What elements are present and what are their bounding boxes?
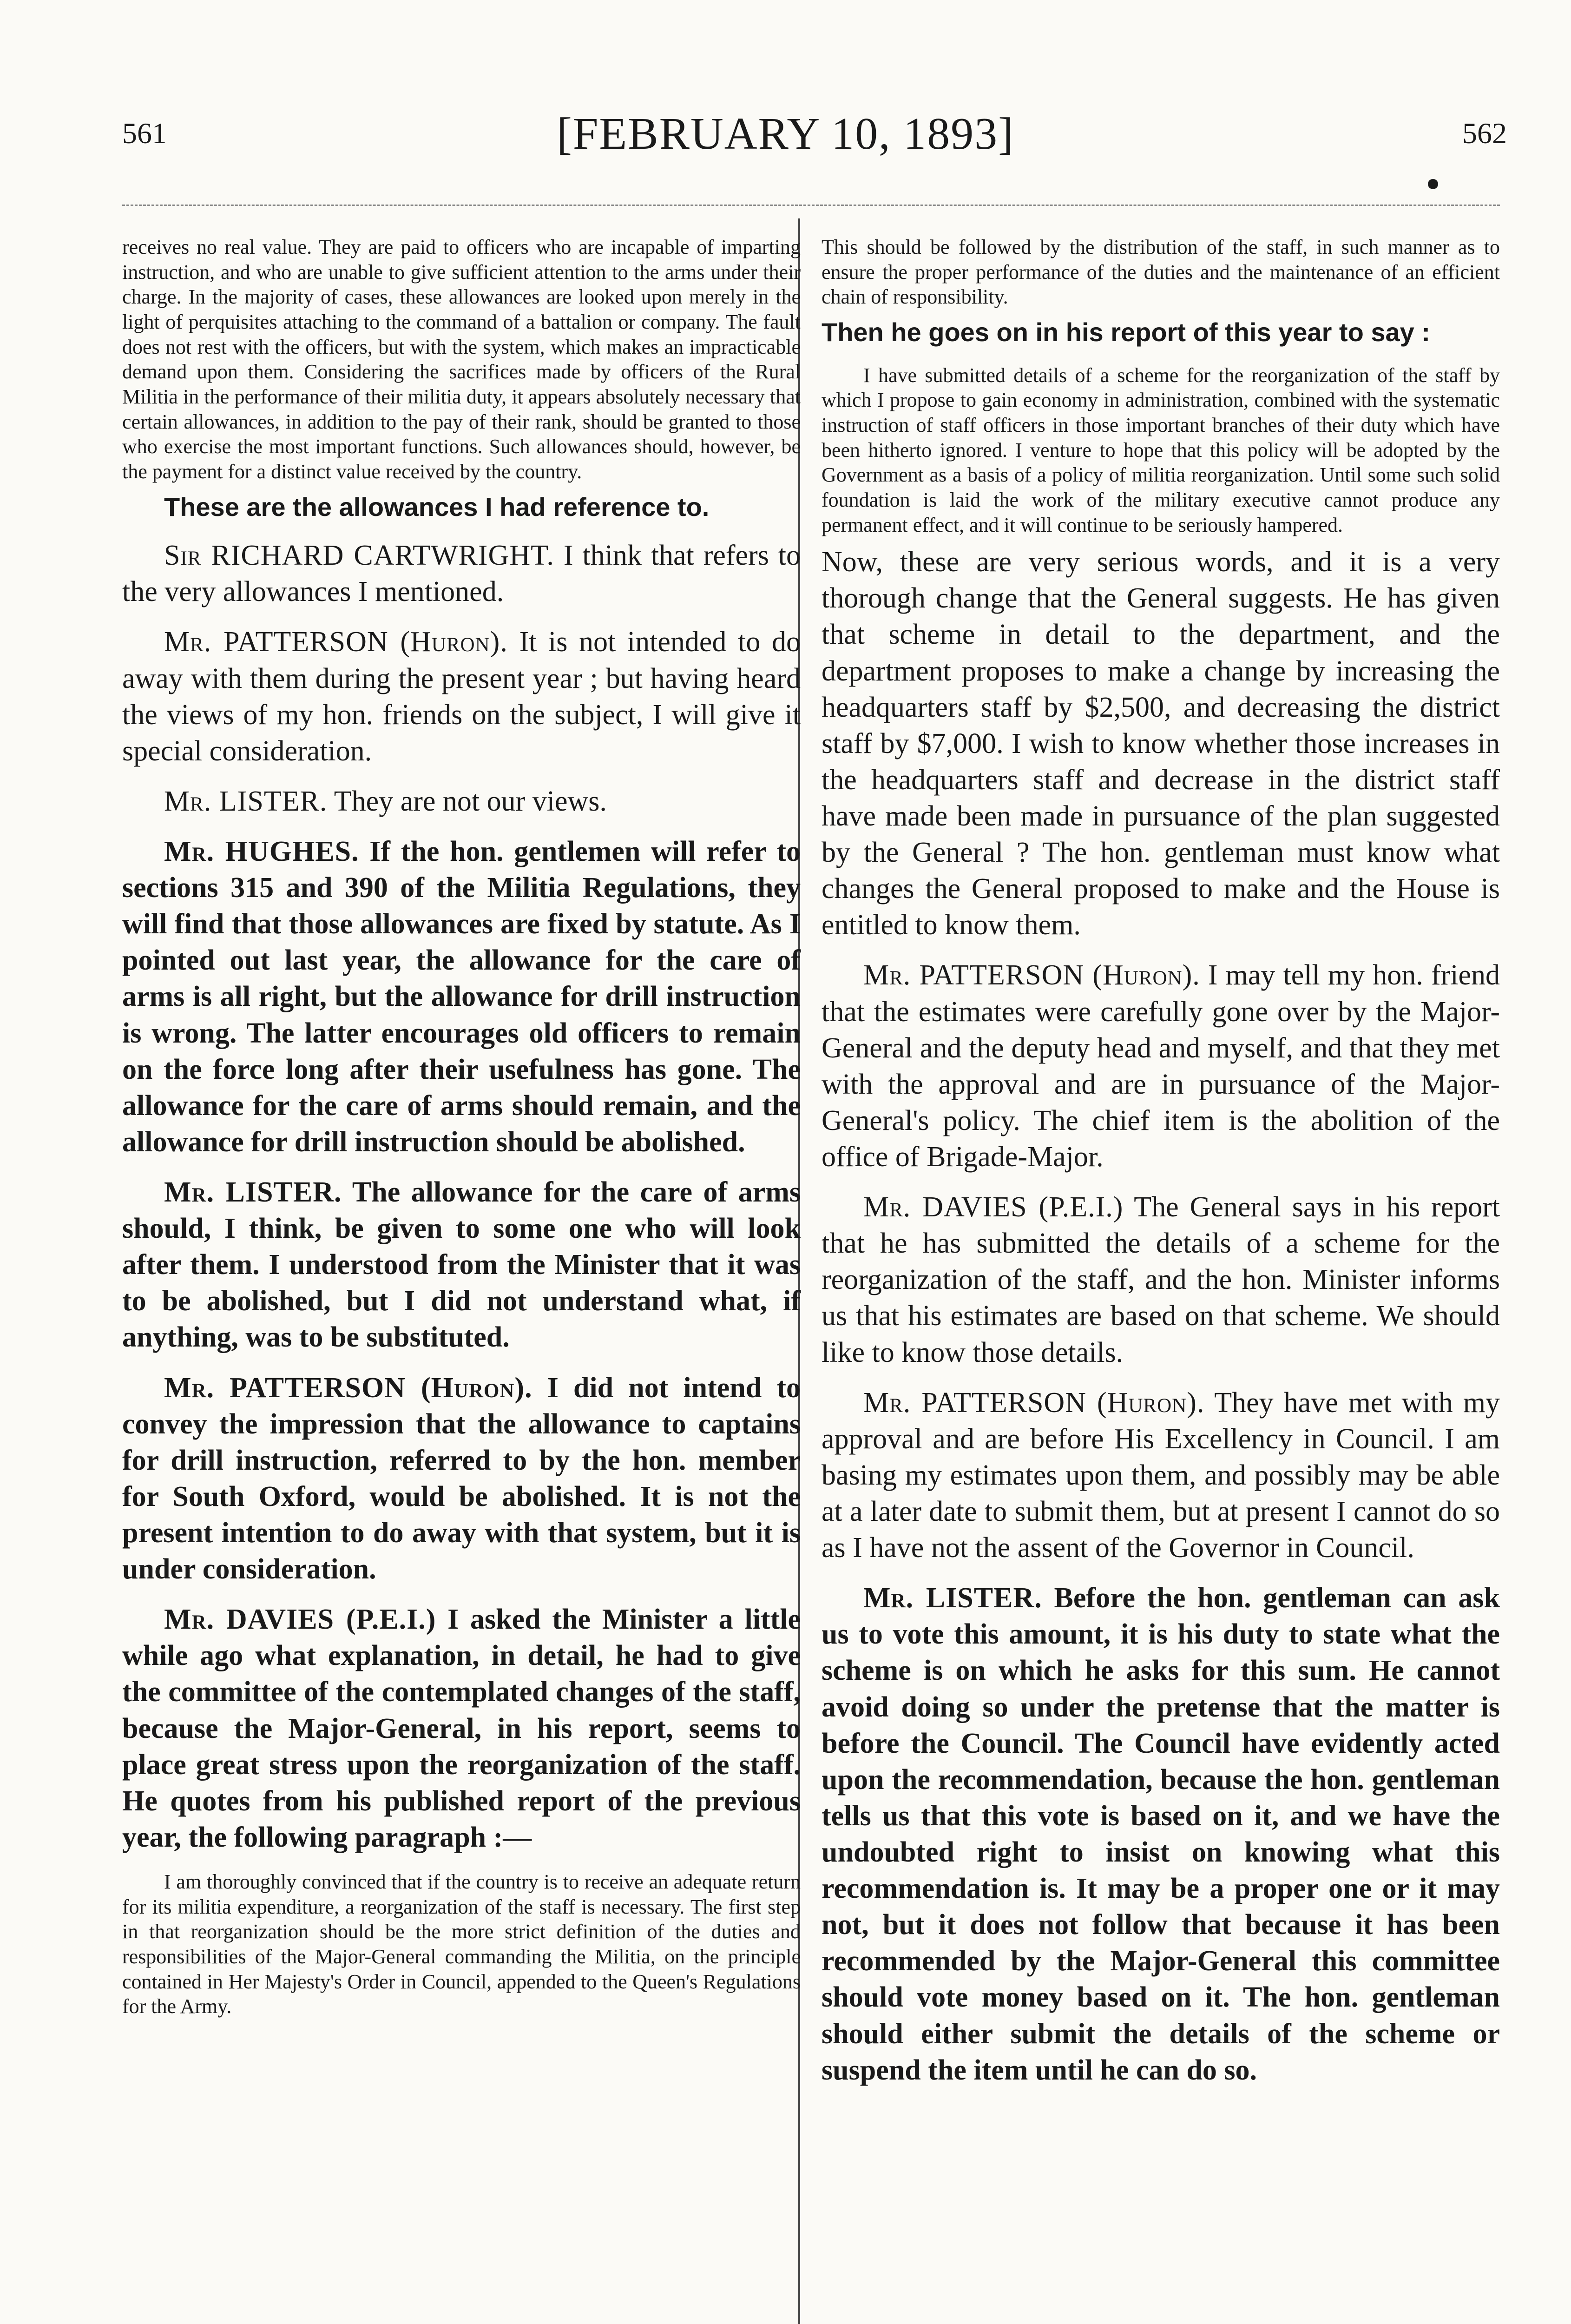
quote-paragraph: I have submitted details of a scheme for the reorganization of the staff by which I propose to gain economy in administration, combined with the systematic instruction of staff officers in those important branches of their duty which have been hitherto ignored. I venture to hope that this policy will be adopted by the Government as a basis of a policy of militia reorganization. Until some such solid foundation is laid the work of the military executive cannot produce any permanent effect, and it will continue to be seriously hampered. [822, 363, 1500, 536]
page-header [0, 0, 1571, 186]
speaker-name: Mr. PATTERSON (Huron). [863, 1386, 1205, 1419]
header-rule [122, 205, 1500, 206]
speaker-name: Mr. LISTER. [863, 1582, 1042, 1614]
speaker-name: Mr. DAVIES (P.E.I.) [863, 1191, 1124, 1223]
speaker-name: Mr. DAVIES (P.E.I.) [164, 1604, 436, 1636]
left-page-number: 561 [122, 117, 167, 150]
speech-paragraph: Mr. HUGHES. If the hon. gentlemen will refer to sections 315 and 390 of the Militia Regulations, they will find that those allowances are fixed by statute. As I pointed out last year, the allowance for the care of arms is all right, but the allowance for drill instruction is wrong. The latter encourages old officers to remain on the force long after their usefulness has gone. The allowance for the care of arms should remain, and the allowance for drill instruction should be abolished. [122, 836, 801, 1158]
right-page-number: 562 [1462, 117, 1507, 150]
speech-paragraph: Mr. LISTER. They are not our views. [164, 785, 607, 817]
speech-paragraph: Mr. LISTER. Before the hon. gentleman can ask us to vote this amount, it is his duty to state what the scheme is on which he asks for this sum. He cannot avoid doing so under the pretense that the matter is before the Council. The Council have evidently acted upon the recommendation, because the hon. gentleman tells us that this vote is based on it, and we have the undoubted right to insist on knowing what this recommendation is. It may be a proper one or it may not, but it does not follow that because it has been recommended by the Major-General this committee should vote money based on it. The hon. gentleman should either submit the details of the scheme or suspend the item until he can do so. [822, 1582, 1500, 2086]
speech-paragraph: Sir RICHARD CARTWRIGHT. I think that refers to the very allowances I mentioned. [122, 540, 801, 608]
speaker-name: Mr. LISTER. [164, 1176, 342, 1208]
speech-paragraph: Mr. PATTERSON (Huron). It is not intended to do away with them during the present year ; but having heard the views of my hon. friends on the subject, I will give it special consideration. [122, 626, 801, 767]
speaker-name: Mr. PATTERSON (Huron). [863, 959, 1200, 991]
right-column [822, 235, 1500, 2102]
speech-paragraph: Mr. DAVIES (P.E.I.) I asked the Minister a little while ago what explanation, in detail, he had to give the committee of the contemplated changes of the staff, because the Major-General, in his report, seems to place great stress upon the reorganization of the staff. He quotes from his published report of the previous year, the following paragraph :— [122, 1604, 801, 1853]
speech-paragraph: Mr. PATTERSON (Huron). I did not intend to convey the impression that the allowance to captains for drill instruction, referred to by the hon. member for South Oxford, would be abolished. It is not the present intention to do away with that system, but it is under consideration. [122, 1372, 801, 1585]
speaker-name: Sir RICHARD CARTWRIGHT. [164, 540, 554, 572]
quote-paragraph: I am thoroughly convinced that if the country is to receive an adequate return for its militia expenditure, a reorganization of the staff is necessary. The first step in that reorganization should be the more strict definition of the duties and responsibilities of the Major-General commanding the Militia, on the principle contained in Her Majesty's Order in Council, appended to the Queen's Regulations for the Army. [122, 1870, 801, 2018]
page-date: [FEBRUARY 10, 1893] [557, 109, 1014, 159]
speaker-name: Mr. LISTER. [164, 785, 328, 817]
speaker-name: Mr. PATTERSON (Huron). [164, 626, 508, 658]
paragraph: Now, these are very serious words, and it is a very thorough change that the General suggests. He has given that scheme in detail to the department, and the department proposes to make a change by increasing the headquarters staff by $2,500, and decreasing the district staff by $7,000. I wish to know whether those increases in the headquarters staff and decrease in the district staff have made been made in pursuance of the plan suggested by the General ? The hon. gentleman must know what changes the General proposed to make and the House is entitled to know them. [822, 546, 1500, 941]
bullet-mark [1428, 179, 1438, 189]
paragraph: These are the allowances I had reference to. [164, 492, 710, 522]
quote-paragraph: This should be followed by the distribution of the staff, in such manner as to ensure the proper performance of the duties and the maintenance of an efficient chain of responsibility. [822, 236, 1500, 309]
speech-paragraph: Mr. LISTER. The allowance for the care of arms should, I think, be given to some one who will look after them. I understood from the Minister that it was to be abolished, but I did not understand what, if anything, was to be substituted. [122, 1176, 801, 1353]
left-column [122, 235, 801, 2026]
quote-paragraph: receives no real value. They are paid to officers who are incapable of imparting instruction, and who are unable to give sufficient attention to the arms under their charge. In the majority of cases, these allowances are looked upon merely in the light of perquisites attaching to the command of a battalion or company. The fault does not rest with the officers, but with the system, which makes an impracticable demand upon them. Considering the sacrifices made by officers of the Rural Militia in the performance of their militia duty, it appears absolutely necessary that certain allowances, in addition to the pay of their rank, should be granted to those who exercise the most important functions. Such allowances should, however, be the payment for a distinct value received by the country. [122, 236, 801, 483]
speech-paragraph: Mr. DAVIES (P.E.I.) The General says in his report that he has submitted the details of a scheme for the reorganization of the staff, and the hon. Minister informs us that his estimates are based on that scheme. We should like to know those details. [822, 1191, 1500, 1368]
paragraph: Then he goes on in his report of this year to say : [822, 317, 1430, 347]
speaker-name: Mr. HUGHES. [164, 836, 359, 868]
speaker-name: Mr. PATTERSON (Huron). [164, 1372, 532, 1404]
speech-paragraph: Mr. PATTERSON (Huron). I may tell my hon. friend that the estimates were carefully gone over by the Major-General and the deputy head and myself, and that they met with the approval and are in pursuance of the Major-General's policy. The chief item is the abolition of the office of Brigade-Major. [822, 959, 1500, 1173]
speech-paragraph: Mr. PATTERSON (Huron). They have met with my approval and are before His Excellency in Council. I am basing my estimates upon them, and possibly may be able at a later date to submit them, but at present I cannot do so as I have not the assent of the Governor in Council. [822, 1386, 1500, 1564]
